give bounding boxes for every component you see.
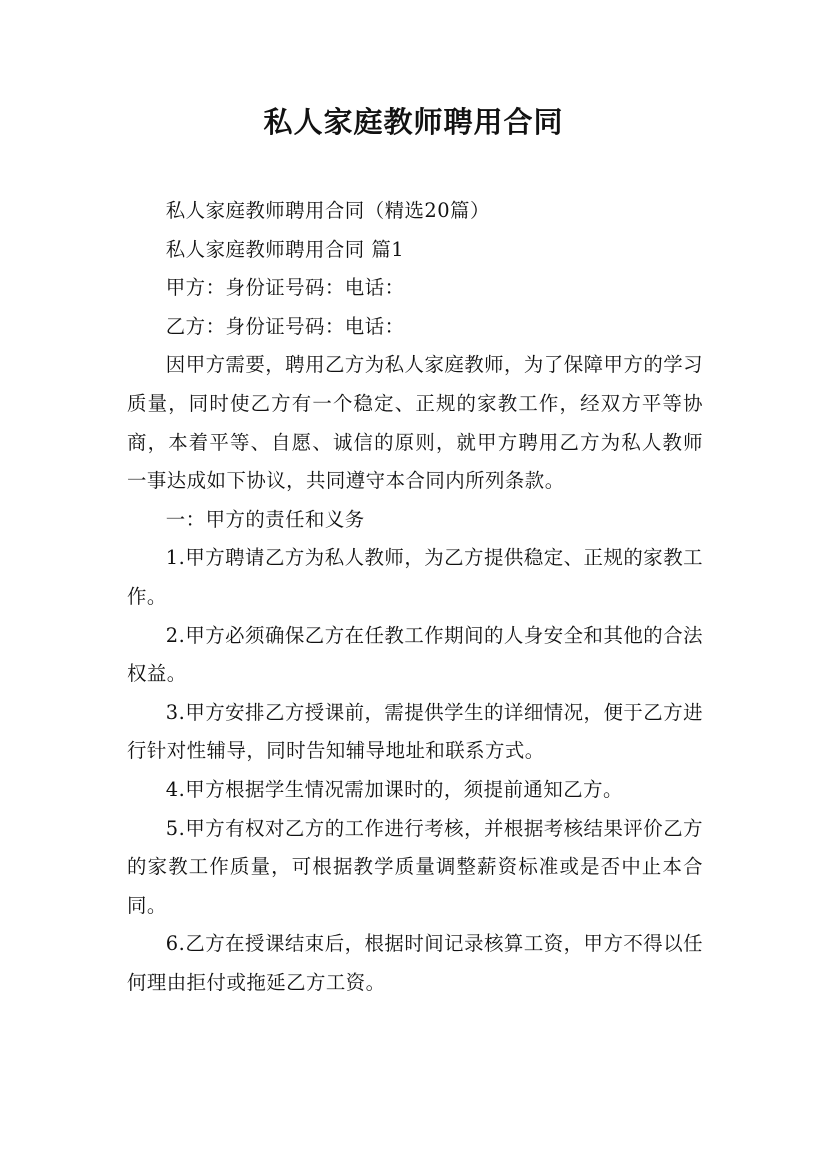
paragraph-section-heading: 私人家庭教师聘用合同 篇1 (165, 237, 405, 261)
document-title: 私人家庭教师聘用合同 (263, 105, 564, 139)
paragraph-clause-2: 2.甲方必须确保乙方在任教工作期间的人身安全和其他的合法权益。 (127, 623, 703, 686)
paragraph-clause-4: 4.甲方根据学生情况需加课时的，须提前通知乙方。 (165, 777, 623, 801)
paragraph-clause-3: 3.甲方安排乙方授课前，需提供学生的详细情况，便于乙方进行针对性辅导，同时告知辅导地址和联系方式。 (127, 700, 703, 763)
document-body (127, 192, 703, 1002)
paragraph-clause-5: 5.甲方有权对乙方的工作进行考核，并根据考核结果评价乙方的家教工作质量，可根据教学质量调整薪资标准或是否中止本合同。 (127, 816, 703, 917)
paragraph-preamble: 因甲方需要，聘用乙方为私人家庭教师，为了保障甲方的学习质量，同时使乙方有一个稳定、正规的家教工作，经双方平等协商，本着平等、自愿、诚信的原则，就甲方聘用乙方为私人教师一事达成如下协议，共同遵守本合同内所列条款。 (127, 353, 703, 493)
paragraph-clause-1: 1.甲方聘请乙方为私人教师，为乙方提供稳定、正规的家教工作。 (127, 546, 703, 608)
paragraph-clause-heading: 一：甲方的责任和义务 (165, 507, 365, 531)
paragraph-subtitle: 私人家庭教师聘用合同（精选20篇） (165, 199, 490, 222)
paragraph-clause-6: 6.乙方在授课结束后，根据时间记录核算工资，甲方不得以任何理由拒付或拖延乙方工资。 (127, 932, 703, 994)
paragraph-party-b: 乙方：身份证号码：电话： (165, 314, 405, 338)
paragraph-party-a: 甲方：身份证号码：电话： (165, 276, 405, 300)
